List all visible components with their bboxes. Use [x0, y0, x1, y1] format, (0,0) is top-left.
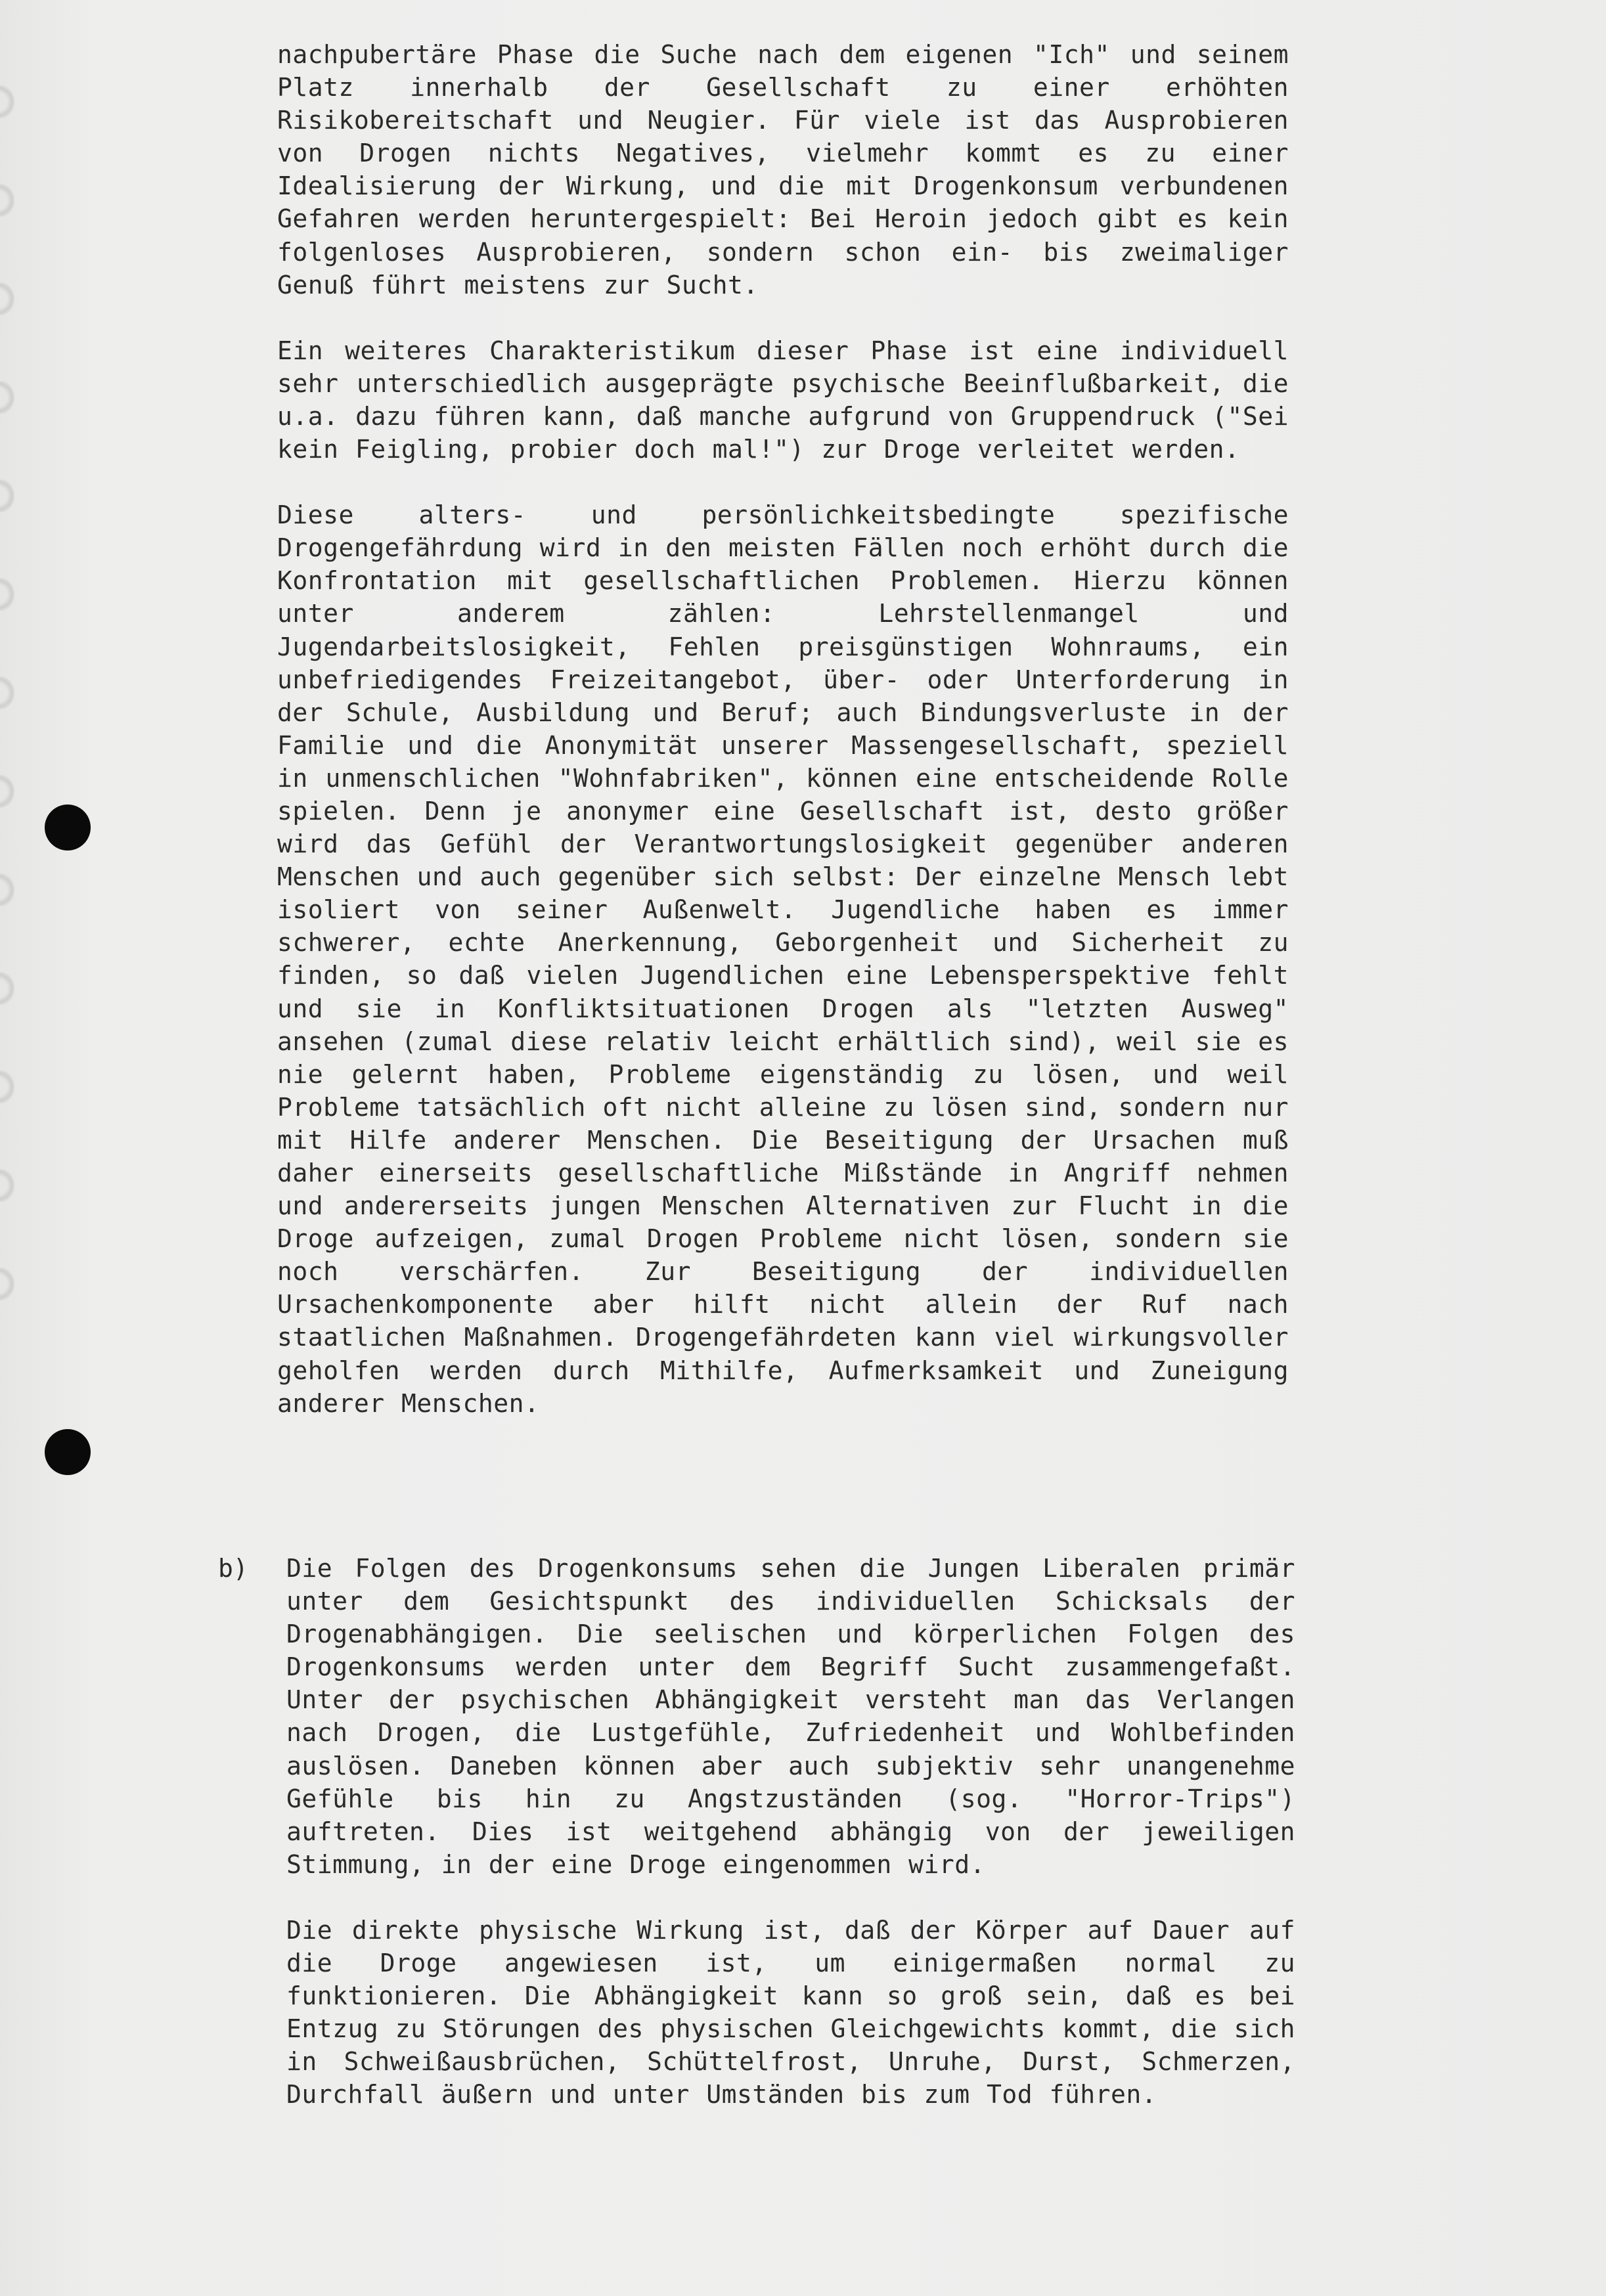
edge-perforation-mark: [0, 873, 14, 906]
paragraph: Diese alters- und persönlichkeitsbedingte spezifische Drogengefährdung wird in den meisten Fällen noch erhöht durch die Konfrontation mit gesellschaftlichen Problemen. Hierzu können unter anderem zählen: Lehrstellenmangel und Jugendarbeitslosigkeit, Fehlen preisgünstigen Wohnraums, ein unbefriedigendes Freizeitangebot, über- oder Unterforderung in der Schule, Ausbildung und Beruf; auch Bindungsverluste in der Familie und die Anonymität unserer Massengesellschaft, speziell in unmenschlichen "Wohnfabriken", können eine entscheidende Rolle spielen. Denn je anonymer eine Gesellschaft ist, desto größer wird das Gefühl der Verantwortungslosigkeit gegenüber anderen Menschen und auch gegenüber sich selbst: Der einzelne Mensch lebt isoliert von seiner Außenwelt. Jugendliche haben es immer schwerer, echte Anerkennung, Geborgenheit und Sicherheit zu finden, so daß vielen Jugendlichen eine Lebensperspektive fehlt und sie in Konfliktsituationen Drogen als "letzten Ausweg" ansehen (zumal diese relativ leicht erhältlich sind), weil sie es nie gelernt haben, Probleme eigenständig zu lösen, und weil Probleme tatsächlich oft nicht alleine zu lösen sind, sondern nur mit Hilfe anderer Menschen. Die Beseitigung der Ursachen muß daher einerseits gesellschaftliche Mißstände in Angriff nehmen und andererseits jungen Menschen Alternativen zur Flucht in die Droge aufzeigen, zumal Drogen Probleme nicht lösen, sondern sie noch verschärfen. Zur Beseitigung der individuellen Ursachenkomponente aber hilft nicht allein der Ruf nach staatlichen Maßnahmen. Drogengefährdeten kann viel wirkungsvoller geholfen werden durch Mithilfe, Aufmerksamkeit und Zuneigung anderer Menschen.: [277, 500, 1289, 1418]
edge-perforation-mark: [0, 775, 14, 808]
edge-perforation-mark: [0, 381, 14, 414]
edge-perforation-mark: [0, 676, 14, 709]
edge-perforation-mark: [0, 972, 14, 1005]
body-text-section: [277, 38, 1289, 1420]
edge-perforation-mark: [0, 578, 14, 611]
paragraph: nachpubertäre Phase die Suche nach dem eigenen "Ich" und seinem Platz innerhalb der Gesellschaft zu einer erhöhten Risikobereitschaft und Neugier. Für viele ist das Ausprobieren von Drogen nichts Negatives, vielmehr kommt es zu einer Idealisierung der Wirkung, und die mit Drogenkonsum verbundenen Gefahren werden heruntergespielt: Bei Heroin jedoch gibt es kein folgenloses Ausprobieren, sondern schon ein- bis zweimaliger Genuß führt meistens zur Sucht.: [277, 40, 1289, 299]
edge-perforation-mark: [0, 479, 14, 512]
edge-perforation-mark: [0, 1268, 14, 1300]
edge-perforation-mark: [0, 1169, 14, 1202]
paragraph: Die direkte physische Wirkung ist, daß der Körper auf Dauer auf die Droge angewiesen ist, um einigermaßen normal zu funktionieren. Die Abhängigkeit kann so groß sein, daß es bei Entzug zu Störungen des physischen Gleichgewichts kommt, die sich in Schweißausbrüchen, Schüttelfrost, Unruhe, Durst, Schmerzen, Durchfall äußern und unter Umständen bis zum Tod führen.: [286, 1915, 1295, 2109]
punch-hole: [45, 805, 91, 850]
edge-perforation-mark: [0, 282, 14, 315]
paragraph: Ein weiteres Charakteristikum dieser Phase ist eine individuell sehr unterschiedlich ausgeprägte psychische Beeinflußbarkeit, die u.a. dazu führen kann, daß manche aufgrund von Gruppendruck ("Sei kein Feigling, probier doch mal!") zur Droge verleitet werden.: [277, 336, 1289, 464]
edge-perforation-mark: [0, 85, 14, 118]
list-item-label: b): [218, 1554, 248, 1583]
list-item-text: [286, 1552, 1295, 2111]
paragraph: Die Folgen des Drogenkonsums sehen die Jungen Liberalen primär unter dem Gesichtspunkt des individuellen Schicksals der Drogenabhängigen. Die seelischen und körperlichen Folgen des Drogenkonsums werden unter dem Begriff Sucht zusammengefaßt. Unter der psychischen Abhängigkeit versteht man das Verlangen nach Drogen, die Lustgefühle, Zufriedenheit und Wohlbefinden auslösen. Daneben können aber auch subjektiv sehr unangenehme Gefühle bis hin zu Angstzuständen (sog. "Horror-Trips") auftreten. Dies ist weitgehend abhängig von der jeweiligen Stimmung, in der eine Droge eingenommen wird.: [286, 1554, 1295, 1879]
edge-perforation-mark: [0, 1071, 14, 1103]
punch-hole: [45, 1429, 91, 1475]
edge-perforation-mark: [0, 184, 14, 217]
